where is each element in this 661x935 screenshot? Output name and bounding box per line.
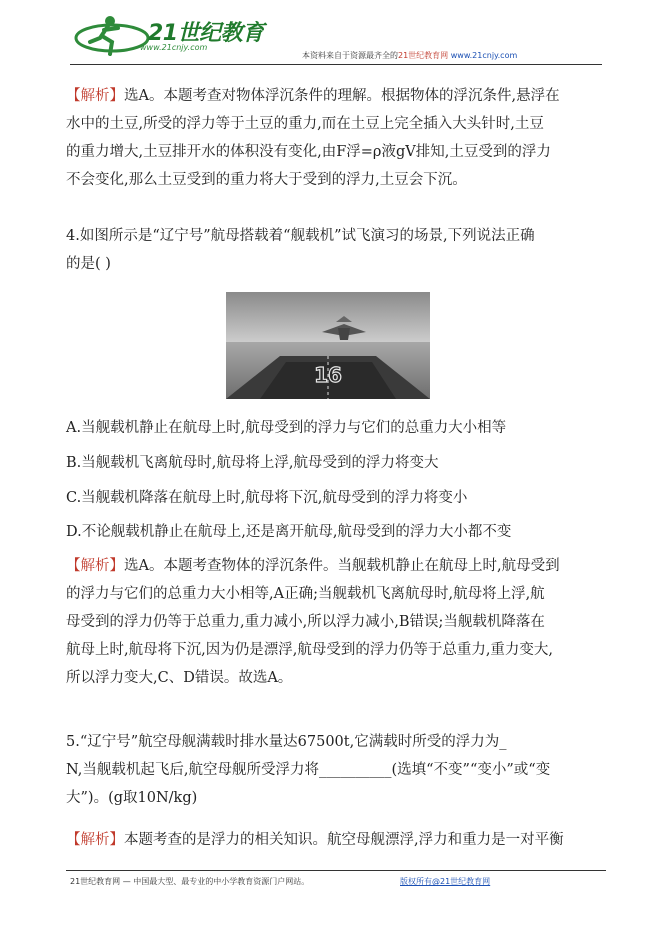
q3-analysis-line-3: 的重力增大,土豆排开水的体积没有变化,由F浮=ρ液gV排知,土豆受到的浮力 xyxy=(66,144,551,160)
q5-stem xyxy=(66,728,608,812)
q3-analysis-line-4: 不会变化,那么土豆受到的重力将大于受到的浮力,土豆会下沉。 xyxy=(66,172,467,188)
analysis-tag: 【解析】 xyxy=(66,832,124,848)
carrier-photo xyxy=(226,292,430,399)
q4-stem-line-1: 4.如图所示是“辽宁号”航母搭载着“舰载机”试飞演习的场景,下列说法正确 xyxy=(66,228,535,244)
deck-number: 16 xyxy=(314,363,342,387)
header-note-url[interactable]: www.21cnjy.com xyxy=(450,51,518,60)
q4-option-d: D.不论舰载机静止在航母上,还是离开航母,航母受到的浮力大小都不变 xyxy=(66,524,512,540)
q5-line-2: N,当舰载机起飞后,航空母舰所受浮力将__________(选填“不变”“变小”或“变 xyxy=(66,762,551,778)
q5-analysis xyxy=(66,826,608,854)
runner-logo-icon xyxy=(70,12,150,58)
q4-analysis-line-5: 所以浮力变大,C、D错误。故选A。 xyxy=(66,670,293,686)
footer-left-text: 21世纪教育网 — 中国最大型、最专业的中小学教育资源门户网站。 xyxy=(70,877,310,886)
q4-option-b: B.当舰载机飞离航母时,航母将上浮,航母受到的浮力将变大 xyxy=(66,455,439,471)
analysis-tag: 【解析】 xyxy=(66,558,124,574)
analysis-tag: 【解析】 xyxy=(66,88,124,104)
q4-option-c: C.当舰载机降落在航母上时,航母将下沉,航母受到的浮力将变小 xyxy=(66,490,468,506)
footer-divider xyxy=(66,870,606,871)
logo-url: www.21cnjy.com xyxy=(140,43,208,52)
header-note xyxy=(302,50,517,61)
footer-copyright-link[interactable]: 版权所有@21世纪教育网 xyxy=(400,877,491,886)
q4-stem-line-2: 的是( ) xyxy=(66,256,111,272)
q5-analysis-line-1: 本题考查的是浮力的相关知识。航空母舰漂浮,浮力和重力是一对平衡 xyxy=(124,832,564,848)
q3-analysis-line-1: 选A。本题考查对物体浮沉条件的理解。根据物体的浮沉条件,悬浮在 xyxy=(124,88,560,104)
q4-analysis-line-1: 选A。本题考查物体的浮沉条件。当舰载机静止在航母上时,航母受到 xyxy=(124,558,560,574)
page-header xyxy=(70,12,602,64)
logo-text: 21世纪教育 xyxy=(148,21,264,46)
header-note-prefix: 本资料来自于资源最齐全的 xyxy=(302,51,398,60)
q5-line-3: 大”)。(g取10N/kg) xyxy=(66,790,198,806)
q3-analysis-line-2: 水中的土豆,所受的浮力等于土豆的重力,而在土豆上完全插入大头针时,土豆 xyxy=(66,116,544,132)
q4-analysis-line-2: 的浮力与它们的总重力大小相等,A正确;当舰载机飞离航母时,航母将上浮,航 xyxy=(66,586,545,602)
q4-stem xyxy=(66,222,608,278)
header-divider xyxy=(70,64,602,65)
page-footer xyxy=(70,876,610,887)
q4-analysis-line-3: 母受到的浮力仍等于总重力,重力减小,所以浮力减小,B错误;当舰载机降落在 xyxy=(66,614,545,630)
site-logo[interactable] xyxy=(70,12,264,60)
q4-analysis-line-4: 航母上时,航母将下沉,因为仍是漂浮,航母受到的浮力仍等于总重力,重力变大, xyxy=(66,642,554,658)
q4-analysis xyxy=(66,552,608,692)
header-note-brand[interactable]: 21世纪教育网 xyxy=(398,51,449,60)
q4-option-a: A.当舰载机静止在航母上时,航母受到的浮力与它们的总重力大小相等 xyxy=(66,420,507,436)
q3-analysis xyxy=(66,82,608,194)
q5-line-1: 5.“辽宁号”航空母舰满载时排水量达67500t,它满载时所受的浮力为_ xyxy=(66,734,507,750)
